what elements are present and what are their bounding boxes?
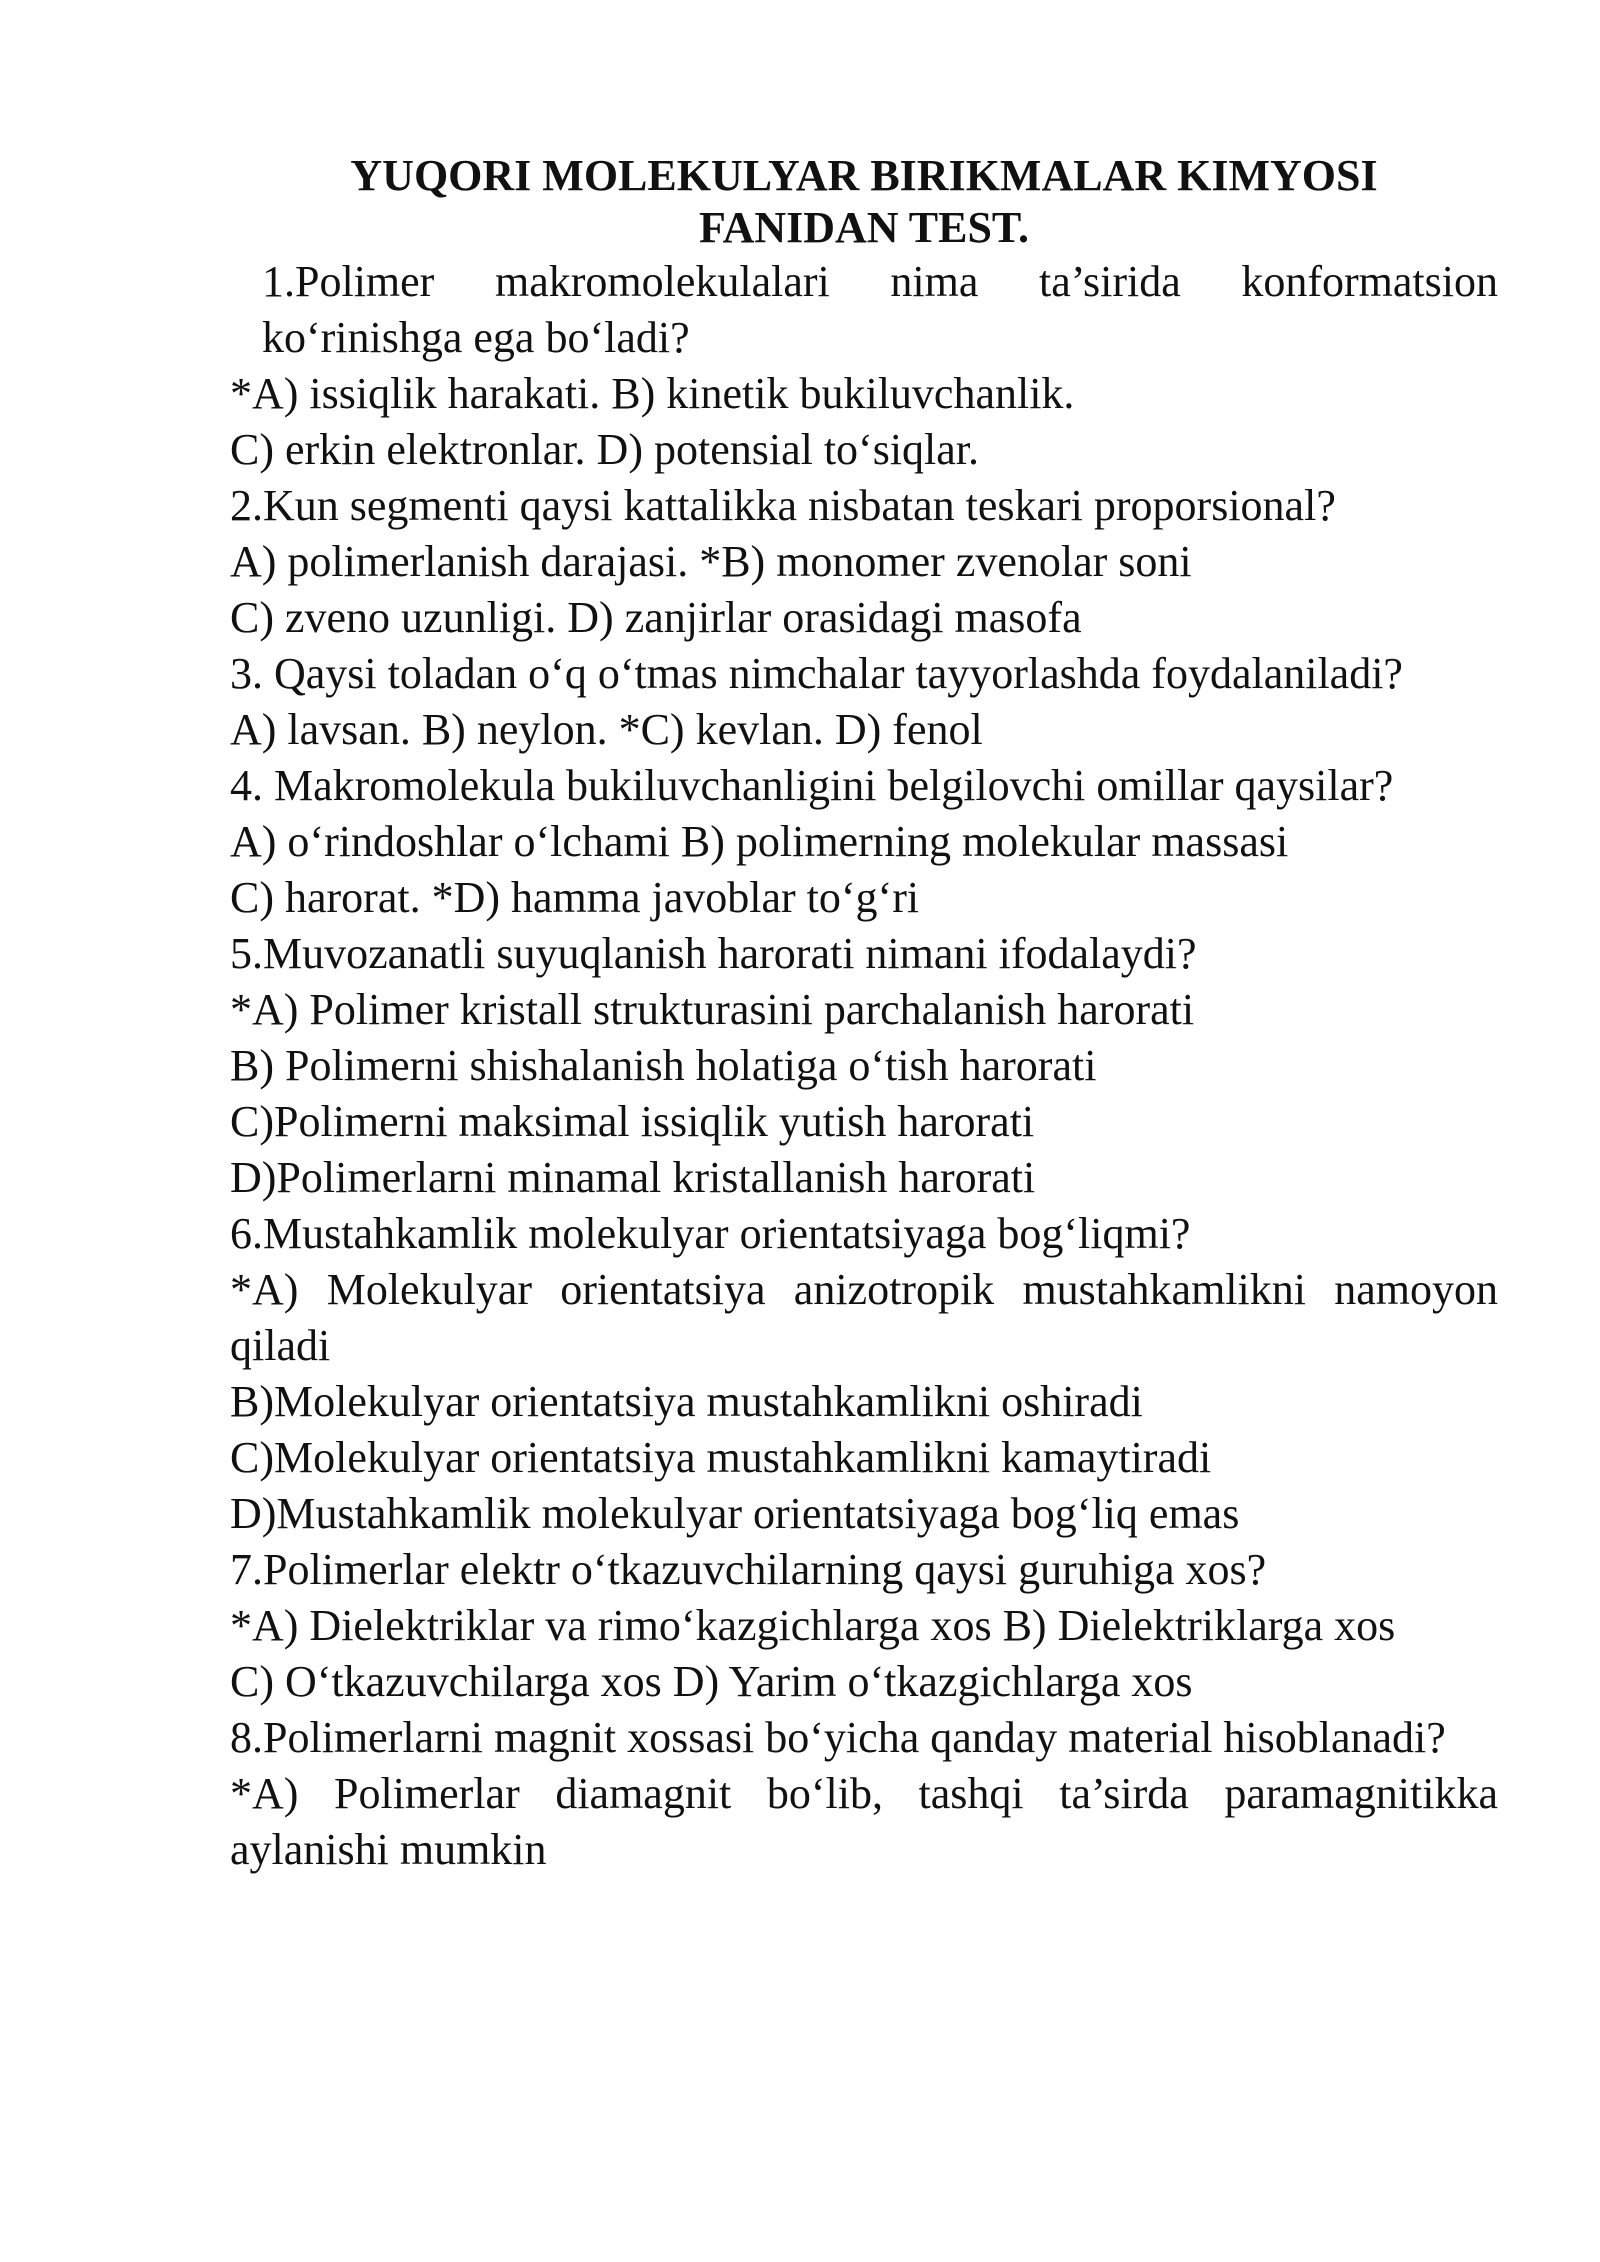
- answer-line: A) lavsan. B) neylon. *C) kevlan. D) fenol: [230, 705, 983, 754]
- answer-line: C) zveno uzunligi. D) zanjirlar orasidagi masofa: [230, 593, 1082, 642]
- answer-line: *A) Dielektriklar va rimo‘kazgichlarga xos B) Dielektriklarga xos: [230, 1601, 1396, 1650]
- answer-line: D)Mustahkamlik molekulyar orientatsiyaga bog‘liq emas: [230, 1489, 1240, 1538]
- question-4: 4. Makromolekula bukiluvchanligini belgilovchi omillar qaysilar?: [230, 761, 1394, 810]
- answer-line: C)Molekulyar orientatsiya mustahkamlikni kamaytiradi: [230, 1433, 1212, 1482]
- answer-line: *A) Polimer kristall strukturasini parchalanish harorati: [230, 985, 1195, 1034]
- answer-line: A) o‘rindoshlar o‘lchami B) polimerning molekular massasi: [230, 817, 1289, 866]
- document-page: [230, 150, 1498, 1878]
- answer-line: C)Polimerni maksimal issiqlik yutish harorati: [230, 1097, 1035, 1146]
- answer-line: C) O‘tkazuvchilarga xos D) Yarim o‘tkazgichlarga xos: [230, 1657, 1193, 1706]
- question-7: 7.Polimerlar elektr o‘tkazuvchilarning qaysi guruhiga xos?: [230, 1545, 1267, 1594]
- question-5: 5.Muvozanatli suyuqlanish harorati nimani ifodalaydi?: [230, 929, 1197, 978]
- question-6: 6.Mustahkamlik molekulyar orientatsiyaga bog‘liqmi?: [230, 1209, 1191, 1258]
- question-8: 8.Polimerlarni magnit xossasi bo‘yicha qanday material hisoblanadi?: [230, 1713, 1446, 1762]
- answer-line: B) Polimerni shishalanish holatiga o‘tish harorati: [230, 1041, 1097, 1090]
- document-title: [230, 150, 1498, 254]
- title-line-1: YUQORI MOLEKULYAR BIRIKMALAR KIMYOSI: [350, 151, 1378, 200]
- question-3: 3. Qaysi toladan o‘q o‘tmas nimchalar tayyorlashda foydalaniladi?: [230, 649, 1403, 698]
- answer-line: C) erkin elektronlar. D) potensial to‘siqlar.: [230, 425, 980, 474]
- answer-line: *A) Polimerlar diamagnit bo‘lib, tashqi ta’sirda paramagnitikka aylanishi mumkin: [230, 1769, 1498, 1874]
- question-2: 2.Kun segmenti qaysi kattalikka nisbatan teskari proporsional?: [230, 481, 1336, 530]
- question-1: 1.Polimer makromolekulalari nima ta’sirida konformatsion ko‘rinishga ega bo‘ladi?: [262, 257, 1498, 362]
- answer-line: C) harorat. *D) hamma javoblar to‘g‘ri: [230, 873, 920, 922]
- answer-line: B)Molekulyar orientatsiya mustahkamlikni oshiradi: [230, 1377, 1143, 1426]
- answer-line: D)Polimerlarni minamal kristallanish harorati: [230, 1153, 1036, 1202]
- answer-line: *A) Molekulyar orientatsiya anizotropik mustahkamlikni namoyon qiladi: [230, 1265, 1498, 1370]
- answer-line: A) polimerlanish darajasi. *B) monomer zvenolar soni: [230, 537, 1192, 586]
- answer-line: *A) issiqlik harakati. B) kinetik bukiluvchanlik.: [230, 369, 1075, 418]
- title-line-2: FANIDAN TEST.: [698, 203, 1030, 252]
